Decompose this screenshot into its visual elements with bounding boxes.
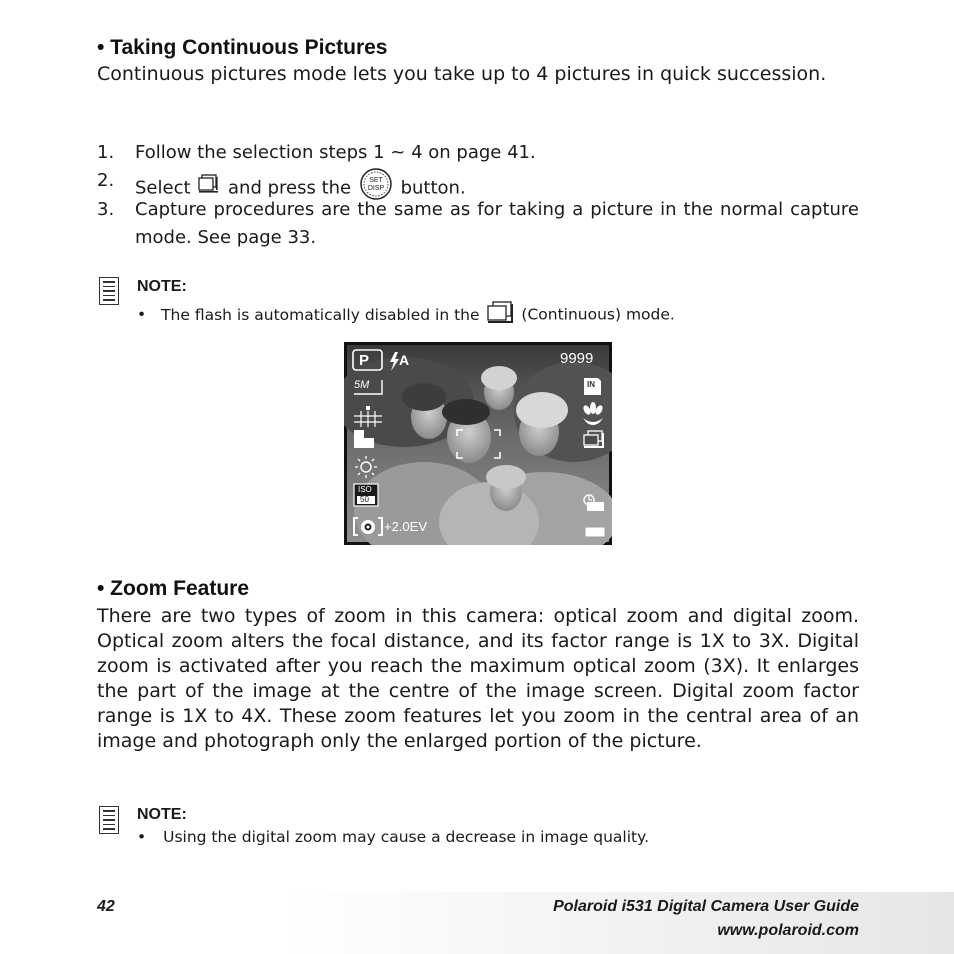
section-heading-continuous: • Taking Continuous Pictures — [97, 36, 388, 59]
footer-url: www.polaroid.com — [717, 922, 859, 939]
lcd-iso-value: 50 — [360, 495, 369, 504]
step-text-pre: Select — [135, 177, 191, 199]
lcd-ev-value: +2.0EV — [384, 519, 428, 534]
bullet: • — [137, 305, 147, 324]
lcd-mode-label: P — [359, 352, 370, 369]
footer-title: Polaroid i531 Digital Camera User Guide — [553, 898, 859, 915]
step-2 — [97, 167, 859, 199]
step-1 — [97, 139, 859, 167]
section-heading-zoom: • Zoom Feature — [97, 577, 250, 600]
camera-lcd-preview — [344, 342, 612, 545]
step-text-mid: and press the — [228, 177, 352, 199]
svg-text:SET: SET — [369, 177, 383, 184]
note-text-post: (Continuous) mode. — [521, 305, 675, 324]
step-3 — [97, 196, 859, 252]
note-title: NOTE: — [137, 806, 187, 823]
svg-text:DISP: DISP — [367, 185, 385, 192]
step-number: 2. — [97, 170, 115, 191]
bullet: • — [137, 828, 147, 846]
note-title: NOTE: — [137, 278, 187, 295]
step-text: Capture procedures are the same as for taking a picture in the normal capture mode. See page 33. — [135, 199, 859, 248]
lcd-resolution: 5M — [354, 379, 370, 391]
continuous-intro: Continuous pictures mode lets you take up to 4 pictures in quick succession. — [97, 63, 827, 85]
step-text-post: button. — [400, 177, 466, 199]
note-text: Using the digital zoom may cause a decrease in image quality. — [163, 828, 650, 846]
continuous-mode-icon — [484, 301, 516, 329]
note-icon — [99, 277, 119, 305]
note-text-pre: The flash is automatically disabled in the — [161, 305, 480, 324]
zoom-body: There are two types of zoom in this camera: optical zoom and digital zoom. Optical zoom alters the focal distance, and its factor range is 1X to 3X. Digital zoom is activated after you reach the maximum optical zoom (3X). It enlarges the part of the image at the centre of the image screen. Digital zoom factor range is 1X to 4X. These zoom features let you zoom in the central area of an image and photograph only the enlarged portion of the picture. — [97, 605, 859, 752]
lcd-iso-label: ISO — [358, 485, 372, 494]
step-text: Follow the selection steps 1 ~ 4 on page 41. — [135, 142, 536, 163]
page-number: 42 — [97, 898, 115, 915]
step-number: 1. — [97, 142, 115, 163]
note-item — [137, 828, 649, 846]
note-item — [137, 301, 675, 329]
step-number: 3. — [97, 199, 115, 220]
lcd-flash-label: A — [399, 352, 410, 368]
lcd-shots-remaining: 9999 — [560, 350, 594, 367]
lcd-memory-label: IN — [587, 380, 595, 389]
note-icon — [99, 806, 119, 834]
